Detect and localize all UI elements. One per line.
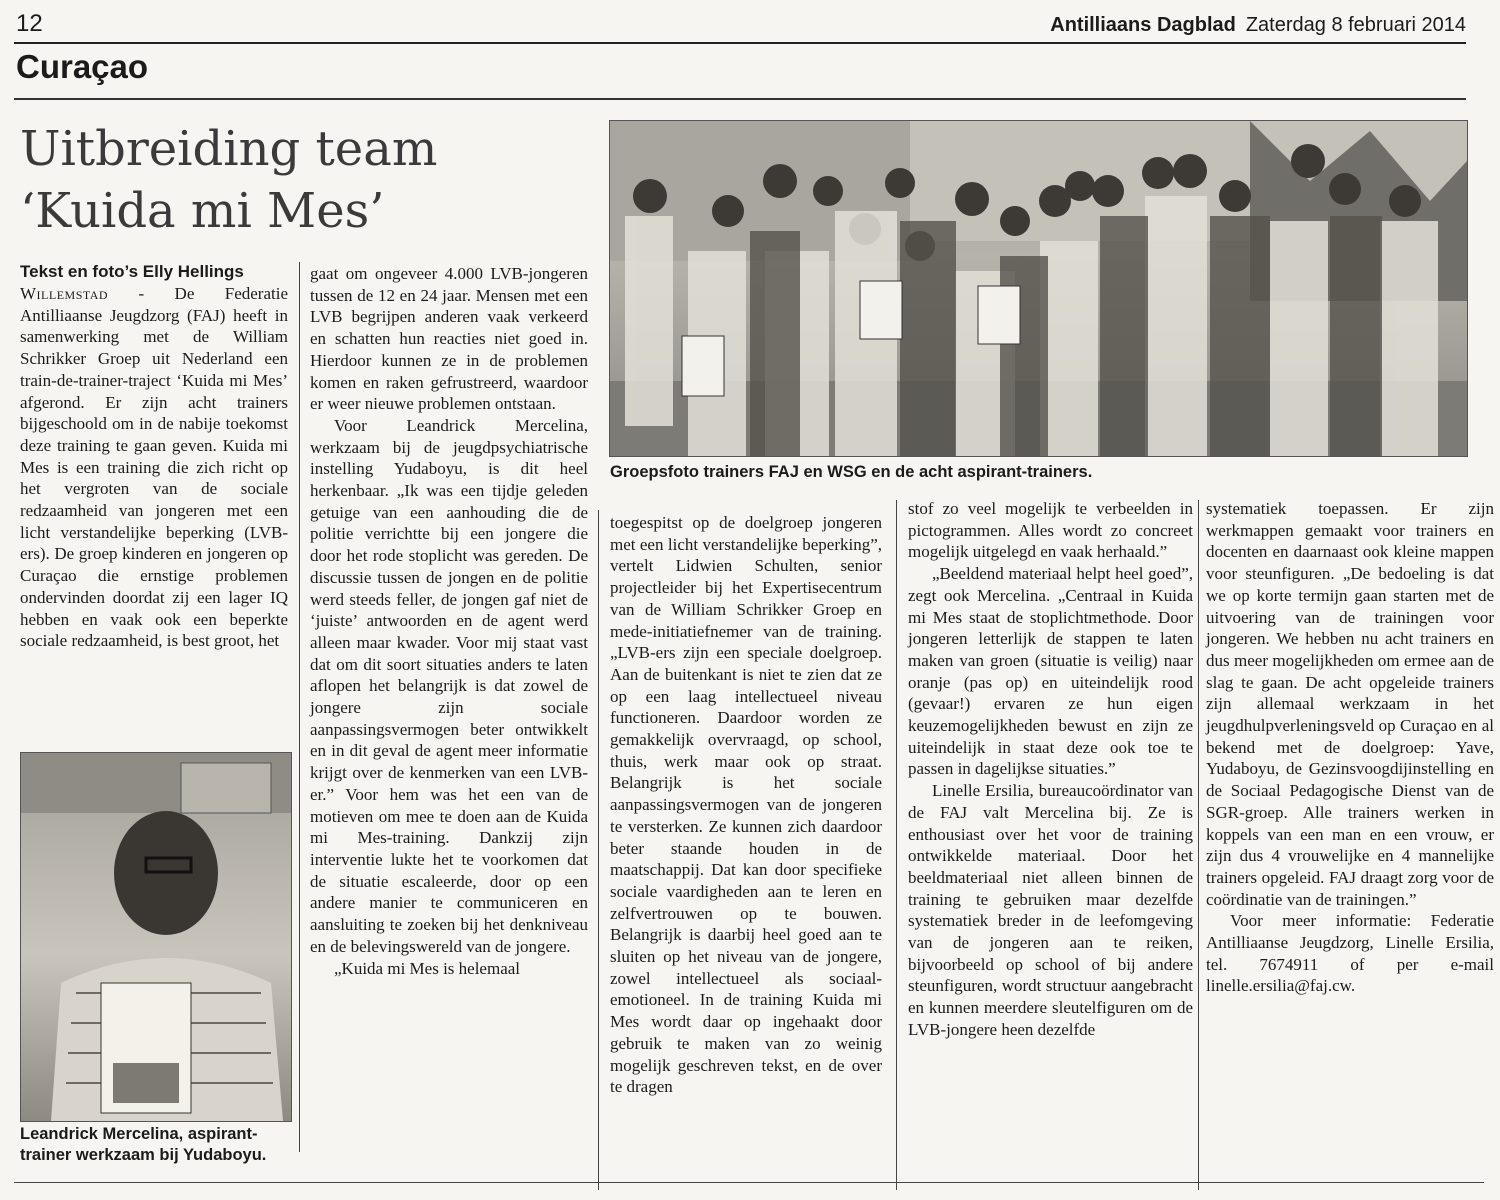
group-photo-caption: Groepsfoto trainers FAJ en WSG en de acht aspirant-trainers. xyxy=(610,463,1093,481)
article-column-2 xyxy=(310,263,588,979)
article-column-1 xyxy=(20,283,288,652)
issue-date: Zaterdag 8 februari 2014 xyxy=(1245,14,1466,36)
column-3-paragraph-1: toegespitst op de doelgroep jongeren met een licht verstandelijke beperking”, vertelt Lidwien Schulten, senior projectleider bij het Expertisecentrum van de William Schrikker Groep en mede-initiatiefnemer van de training. „LVB-ers zijn een speciale doelgroep. Aan de buitenkant is niet te zien dat ze op een laag intellectueel niveau functioneren. Daardoor worden ze gemakkelijk overvraagd, op school, thuis, werk maar ook op straat. Belangrijk is het sociale aanpassingsvermogen van de jongeren te versterken. Ze kunnen zich daardoor beter staande houden in de maatschappij. Dat kan door specifieke sociale vaardigheden aan te leren en zelfvertrouwen op te bouwen. Belangrijk is daarbij heel goed aan te sluiten op het niveau van de jongere, zowel intellectueel als sociaal-emotioneel. In de training Kuida mi Mes wordt daar op ingehaakt door gebruik te maken van zo weinig mogelijk geschreven tekst, en de over te dragen xyxy=(610,513,882,1097)
portrait-photo-image xyxy=(21,753,291,1121)
bottom-rule xyxy=(14,1182,1484,1183)
headline-line-2: ‘Kuida mi Mes’ xyxy=(20,183,385,239)
byline: Tekst en foto’s Elly Hellings xyxy=(20,262,244,281)
article-column-3 xyxy=(610,512,882,1098)
headline-line-1: Uitbreiding team xyxy=(20,121,438,177)
masthead xyxy=(1050,14,1466,37)
column-2-paragraph-2: Voor Leandrick Mercelina, werkzaam bij de jeugdpsychiatrische instelling Yudaboyu, is dit heel herkenbaar. „Ik was een tijdje geleden getuige van een aanhouding die de politie verrichtte bij een jongere die door het rode stoplicht was gereden. De discussie tussen de jongen en de politie werd steeds feller, de jongen gaf niet de ‘juiste’ antwoorden en de agent werd alleen maar kwader. Voor mij staat vast dat om dit soort situaties anders te laten aflopen het belangrijk is dat zowel de jongere zijn sociale aanpassingsvermogen beter ontwikkelt en in dit geval de agent meer informatie krijgt over de kenmerken van een LVB-er.” Voor hem was het een van de motieven om mee te doen aan de Kuida mi Mes-training. Dankzij zijn interventie lukte het te voorkomen dat de situatie escaleerde, door op een andere manier te communiceren en aansluiting te zoeken bij het denkniveau en de belevingswereld van de jongere. xyxy=(310,415,588,956)
column-5-paragraph-1: systematiek toepassen. Er zijn werkmappen gemaakt voor trainers en docenten en daarnaast ook kleine mappen voor steunfiguren. „De bedoeling is dat we op korte termijn gaan starten met de uitvoering van de trainingen voor jongeren. We hebben nu acht trainers en dus meer mogelijkheden om ermee aan de slag te gaan. De acht opgeleide trainers zijn allemaal werkzaam in het jeugdhulpverleningsveld op Curaçao en al bekend met de doelgroep: Yave, Yudaboyu, de Gezinsvoogdijinstelling en de Sociaal Pedagogische Dienst van de SGR-groep. Alle trainers werken in koppels van een man en een vrouw, er zijn dus 4 vrouwelijke en 4 mannelijke trainers opgeleid. FAJ draagt zorg voor de coördinatie van de trainingen.” xyxy=(1206,499,1494,909)
section-title: Curaçao xyxy=(16,48,149,85)
column-divider xyxy=(1198,500,1199,1190)
column-2-paragraph-1: gaat om ongeveer 4.000 LVB-jongeren tussen de 12 en 24 jaar. Mensen met een LVB begrijpen anderen vaak verkeerd en schatten hun reacties niet goed in. Hierdoor kunnen ze in de problemen komen en raken gefrustreerd, waardoor er weer nieuwe problemen ontstaan. xyxy=(310,264,588,414)
section-rule xyxy=(14,98,1466,100)
column-4-paragraph-3: Linelle Ersilia, bureaucoördinator van de FAJ valt Mercelina bij. Ze is enthousiast over het voor de training ontwikkelde materiaal. Door het beeldmateriaal niet alleen binnen de training te gebruiken maar dezelfde systematiek breder in de leefomgeving van de jongeren aan te reiken, bijvoorbeeld op school of bij andere steunfiguren, wordt structuur aangebracht en kunnen meerdere sleutelfiguren om de LVB-jongere heen dezelfde xyxy=(908,781,1193,1039)
column-divider xyxy=(896,500,897,1190)
newspaper-name: Antilliaans Dagblad xyxy=(1050,14,1236,36)
column-1-paragraph-1: - De Federatie Antilliaanse Jeugdzorg (FAJ) heeft in samenwerking met de William Schrikker Groep uit Nederland een train-de-trainer-traject ‘Kuida mi Mes’ afgerond. Er zijn acht trainers bijgeschoold om in de nabije toekomst deze training te gaan geven. Kuida mi Mes is een training die zich richt op het vergroten van de sociale redzaamheid van jongeren met een licht verstandelijke beperking (LVB-ers). De groep kinderen en jongeren op Curaçao die ernstige problemen ondervinden doordat zij een lager IQ hebben en vaak ook een beperkte sociale redzaamheid, is best groot, het xyxy=(20,284,289,651)
column-4-paragraph-1: stof zo veel mogelijk te verbeelden in pictogrammen. Alles wordt zo concreet mogelijk uitgelegd en vaak herhaald.” xyxy=(908,499,1193,562)
headline xyxy=(20,118,600,242)
article-column-5 xyxy=(1206,498,1494,997)
column-divider xyxy=(299,262,300,1152)
column-divider xyxy=(598,510,599,1190)
group-photo-image xyxy=(610,121,1467,456)
column-4-paragraph-2: „Beeldend materiaal helpt heel goed”, zegt ook Mercelina. „Centraal in Kuida mi Mes staat de stoplichtmethode. Door jongeren letterlijk de stappen te laten maken van groen (situatie is veilig) naar oranje (pas op) en uiteindelijk rood (gevaar!) ervaren ze hun eigen keuzemogelijkheden bewust en zijn ze uiteindelijk in staat deze ook toe te passen in dagelijkse situaties.” xyxy=(908,564,1193,779)
column-2-paragraph-3: „Kuida mi Mes is helemaal xyxy=(334,958,521,978)
top-rule xyxy=(14,42,1466,44)
page-number: 12 xyxy=(16,10,43,37)
column-5-paragraph-2: Voor meer informatie: Federatie Antilliaanse Jeugdzorg, Linelle Ersilia, tel. 7674911 of per e-mail linelle.ersilia@faj.cw. xyxy=(1206,911,1494,996)
article-column-4 xyxy=(908,498,1193,1041)
portrait-photo xyxy=(20,752,292,1122)
portrait-caption: Leandrick Mercelina, aspirant-trainer werkzaam bij Yudaboyu. xyxy=(20,1125,267,1164)
group-photo xyxy=(609,120,1468,457)
dateline: Willemstad xyxy=(20,284,109,303)
